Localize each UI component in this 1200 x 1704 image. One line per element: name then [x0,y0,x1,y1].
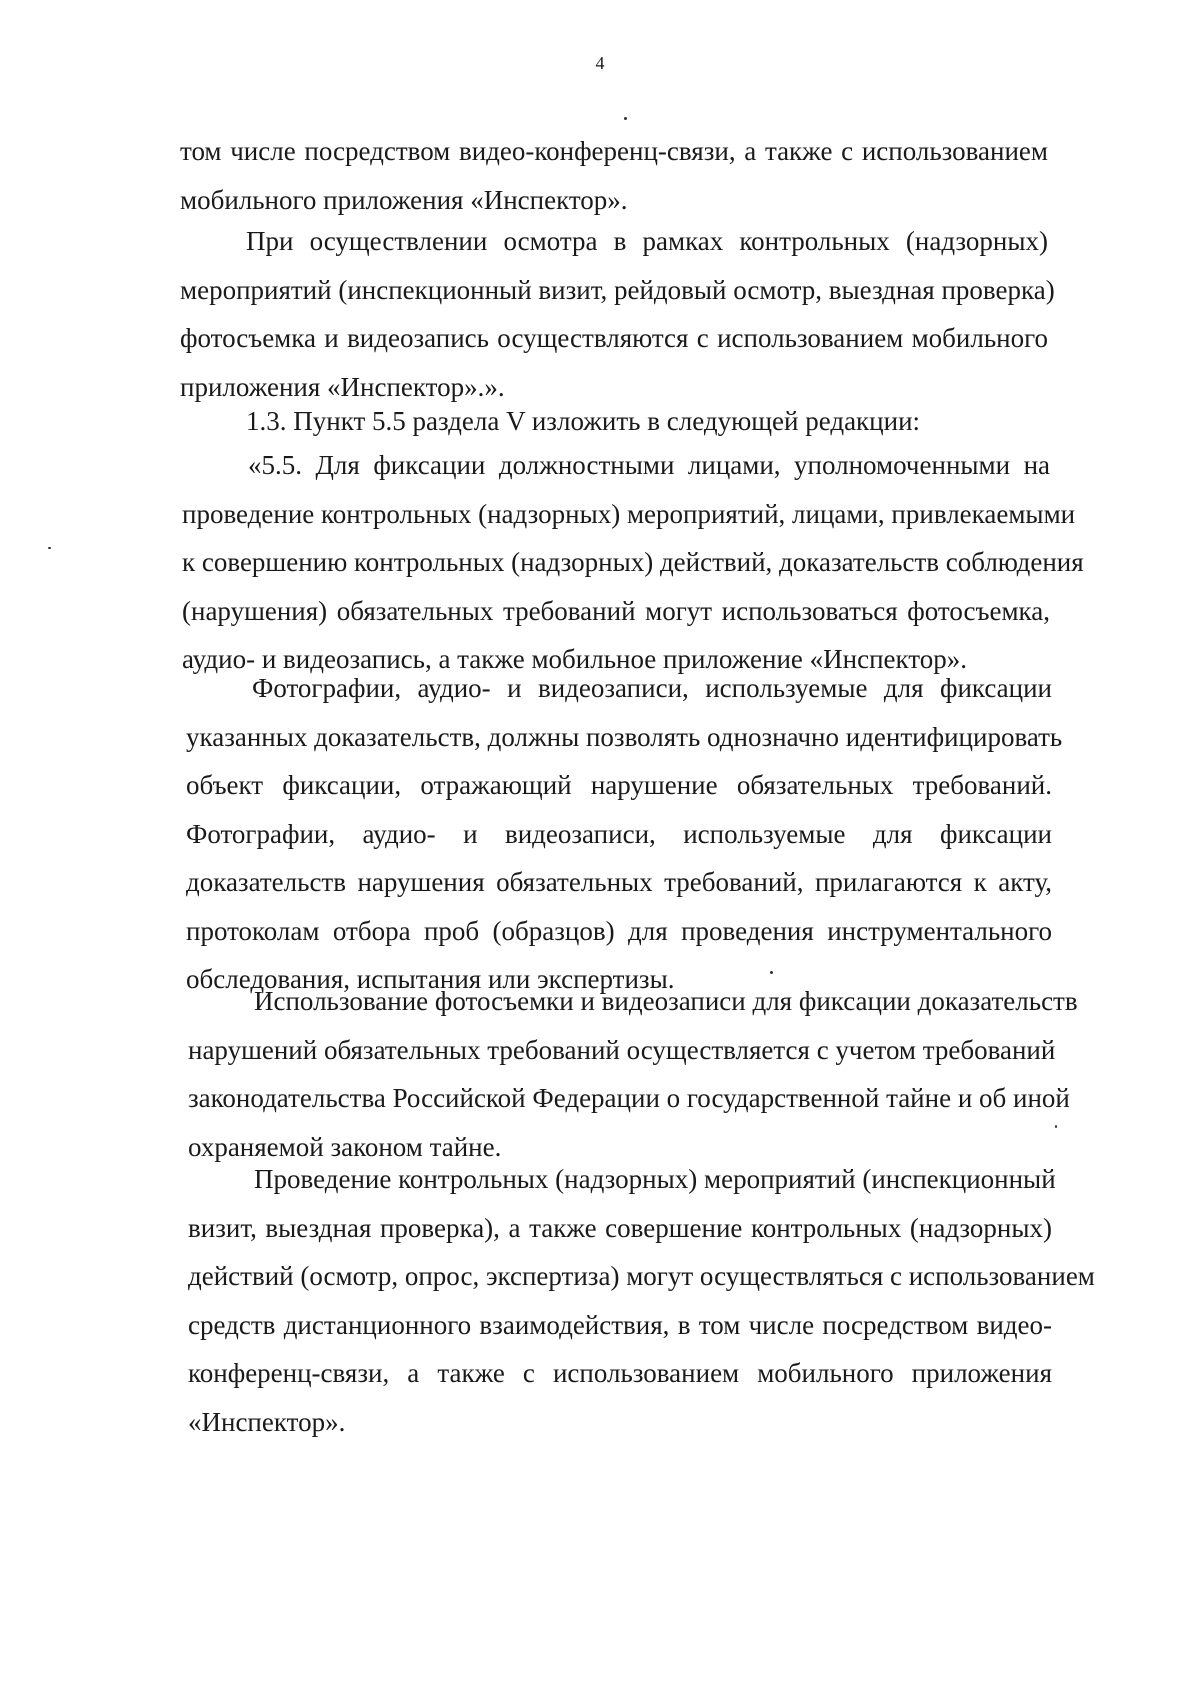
text-line: том числе посредством видео-конференц-связи, а также с использованием [180,136,1048,166]
text-line: действий (осмотр, опрос, экспертиза) могут осуществляться с использованием [188,1261,1095,1291]
text-line: аудио- и видеозапись, а также мобильное приложение «Инспектор». [182,644,967,674]
text-line: к совершению контрольных (надзорных) действий, доказательств соблюдения [182,547,1084,577]
text-line: Фотографии, аудио- и видеозаписи, используемые для фиксации [186,818,1052,849]
text-line: визит, выездная проверка), а также совершение контрольных (надзорных) [188,1212,1052,1243]
text-line: 1.3. Пункт 5.5 раздела V изложить в следующей редакции: [246,406,921,436]
text-line: охраняемой законом тайне. [188,1131,502,1162]
scan-speck [1055,1125,1057,1128]
paragraph-7 [188,1155,1095,1446]
text-line: «5.5. Для фиксации должностными лицами, уполномоченными на [248,450,1050,480]
scan-speck [48,547,51,549]
paragraph-5 [186,664,1063,1004]
text-line: (нарушения) обязательных требований могут использоваться фотосъемка, [182,595,1050,626]
text-line: «Инспектор». [188,1406,346,1437]
text-line: проведение контрольных (надзорных) мероприятий, лицами, привлекаемыми [182,498,1076,529]
text-line: доказательств нарушения обязательных требований, прилагаются к акту, [186,867,1052,897]
text-line: законодательства Российской Федерации о государственной тайне и об иной [188,1083,1070,1113]
paragraph-3 [180,397,1048,446]
paragraph-2 [180,217,1055,411]
text-line: объект фиксации, отражающий нарушение обязательных требований. [186,770,1052,800]
paragraph-1 [180,127,1048,224]
text-line: фотосъемка и видеозапись осуществляются с использованием мобильного [180,323,1048,353]
text-line: обследования, испытания или экспертизы. [186,964,675,994]
text-line: протоколам отбора проб (образцов) для проведения инструментального [186,915,1052,946]
text-line: приложения «Инспектор».». [180,371,505,402]
text-line: Использование фотосъемки и видеозаписи для фиксации доказательств [254,986,1078,1016]
text-line: мероприятий (инспекционный визит, рейдовый осмотр, выездная проверка) [180,274,1055,305]
text-line: средств дистанционного взаимодействия, в том числе посредством видео- [188,1309,1052,1340]
scan-speck [624,117,627,120]
text-line: конференц-связи, а также с использованием мобильного приложения [188,1358,1052,1388]
scan-speck [770,971,773,974]
page-number: 4 [595,53,605,73]
text-line: мобильного приложения «Инспектор». [180,184,628,215]
text-line: Фотографии, аудио- и видеозаписи, используемые для фиксации [252,673,1052,703]
text-line: указанных доказательств, должны позволять однозначно идентифицировать [186,721,1063,752]
text-line: нарушений обязательных требований осуществляется с учетом требований [188,1034,1056,1065]
text-line: Проведение контрольных (надзорных) мероприятий (инспекционный [254,1164,1056,1194]
paragraph-6 [188,977,1078,1171]
text-line: При осуществлении осмотра в рамках контрольных (надзорных) [246,226,1048,256]
paragraph-4 [182,441,1084,684]
